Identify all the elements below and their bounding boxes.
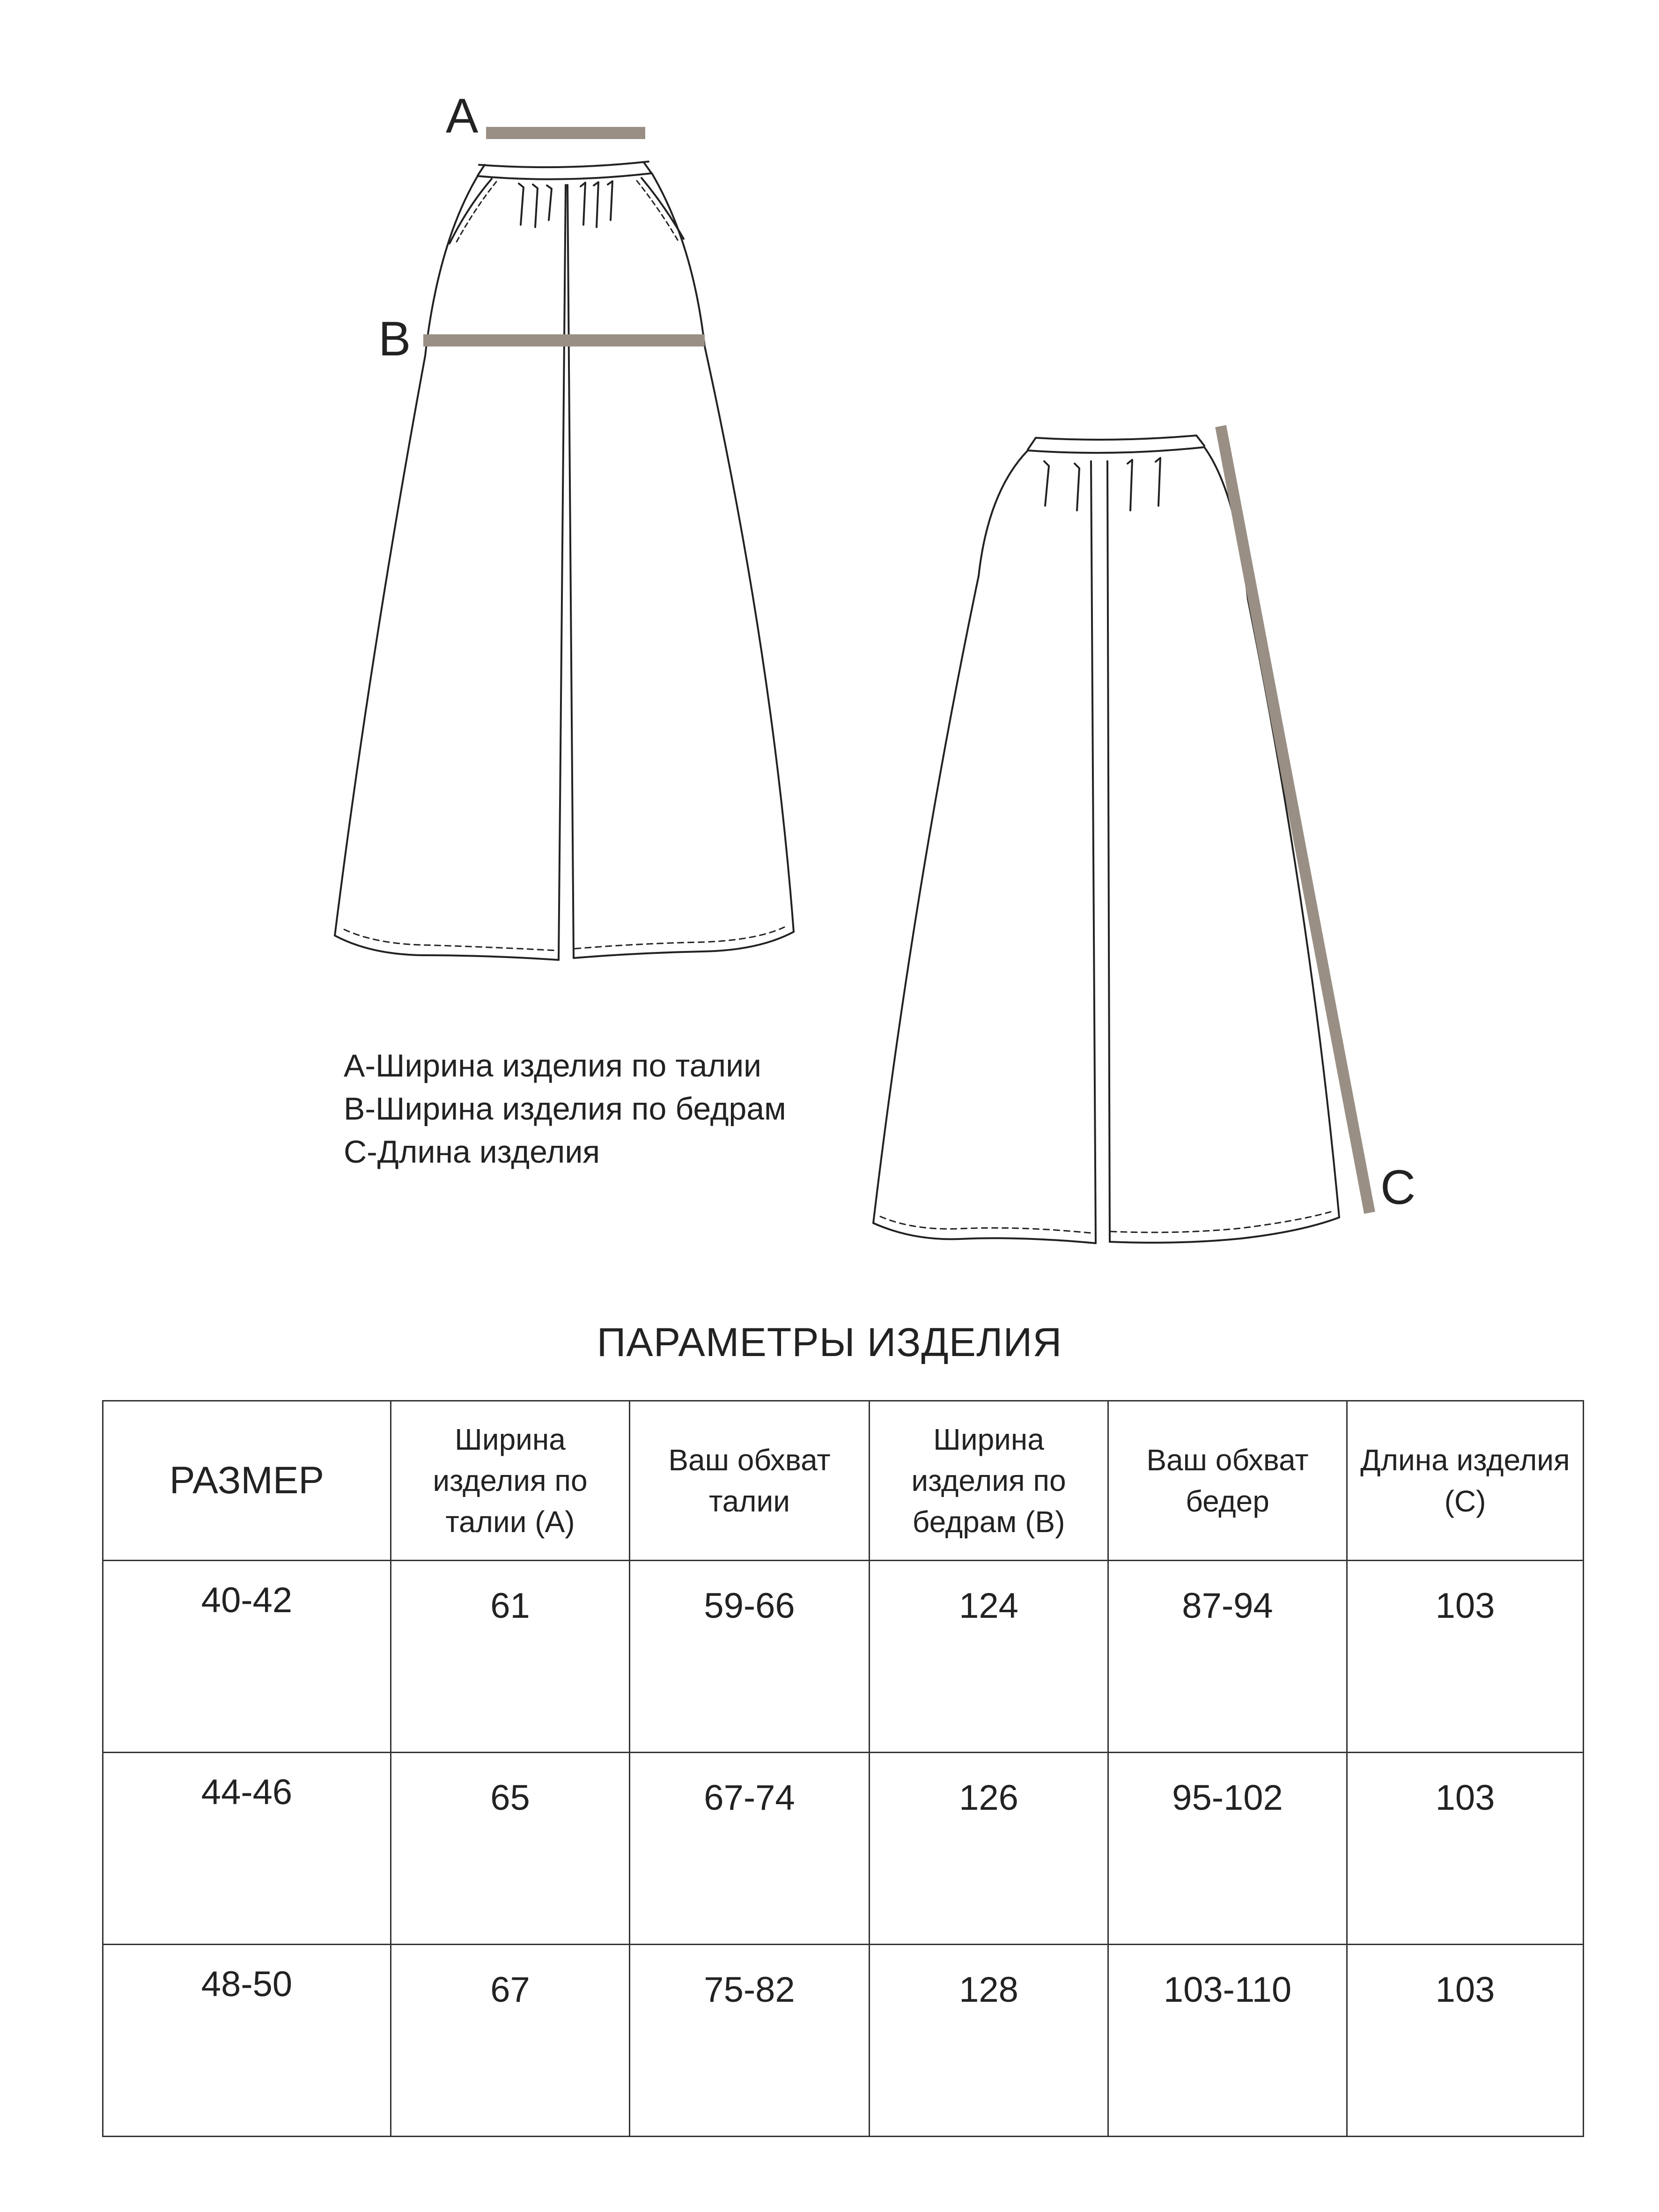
size-parameters-table [102, 1400, 1584, 2137]
legend-item-c: C-Длина изделия [344, 1134, 600, 1170]
cell-size: 44-46 [103, 1753, 391, 1945]
marker-a: A [446, 89, 479, 143]
measurement-legend [344, 1044, 786, 1173]
table-row [103, 1561, 1584, 1753]
cell-your-waist: 67-74 [630, 1753, 870, 1945]
cell-size: 48-50 [103, 1945, 391, 2137]
cell-hip-width: 124 [870, 1561, 1108, 1753]
legend-item-a: A-Ширина изделия по талии [344, 1048, 762, 1084]
header-size: РАЗМЕР [103, 1401, 391, 1561]
cell-hip-width: 128 [870, 1945, 1108, 2137]
cell-your-hips: 103-110 [1108, 1945, 1347, 2137]
cell-length: 103 [1347, 1753, 1584, 1945]
cell-length: 103 [1347, 1561, 1584, 1753]
table-title: ПАРАМЕТРЫ ИЗДЕЛИЯ [597, 1320, 1062, 1365]
header-length: Длина изделия (C) [1347, 1401, 1584, 1561]
back-trousers-drawing [873, 435, 1339, 1243]
legend-item-b: B-Ширина изделия по бедрам [344, 1091, 786, 1127]
marker-b: B [378, 312, 411, 366]
measure-bar-c [1221, 426, 1370, 1213]
cell-your-waist: 59-66 [630, 1561, 870, 1753]
header-waist-width: Ширина изделия по талии (A) [391, 1401, 630, 1561]
table-row [103, 1945, 1584, 2137]
cell-hip-width: 126 [870, 1753, 1108, 1945]
cell-your-hips: 87-94 [1108, 1561, 1347, 1753]
cell-size: 40-42 [103, 1561, 391, 1753]
cell-waist-width: 67 [391, 1945, 630, 2137]
header-your-hips: Ваш обхват бедер [1108, 1401, 1347, 1561]
cell-your-hips: 95-102 [1108, 1753, 1347, 1945]
cell-your-waist: 75-82 [630, 1945, 870, 2137]
marker-c: C [1380, 1160, 1416, 1215]
table-row [103, 1753, 1584, 1945]
header-hip-width: Ширина изделия по бедрам (B) [870, 1401, 1108, 1561]
header-your-waist: Ваш обхват талии [630, 1401, 870, 1561]
table-header-row [103, 1401, 1584, 1561]
cell-waist-width: 65 [391, 1753, 630, 1945]
cell-waist-width: 61 [391, 1561, 630, 1753]
front-trousers-drawing [335, 162, 794, 960]
cell-length: 103 [1347, 1945, 1584, 2137]
